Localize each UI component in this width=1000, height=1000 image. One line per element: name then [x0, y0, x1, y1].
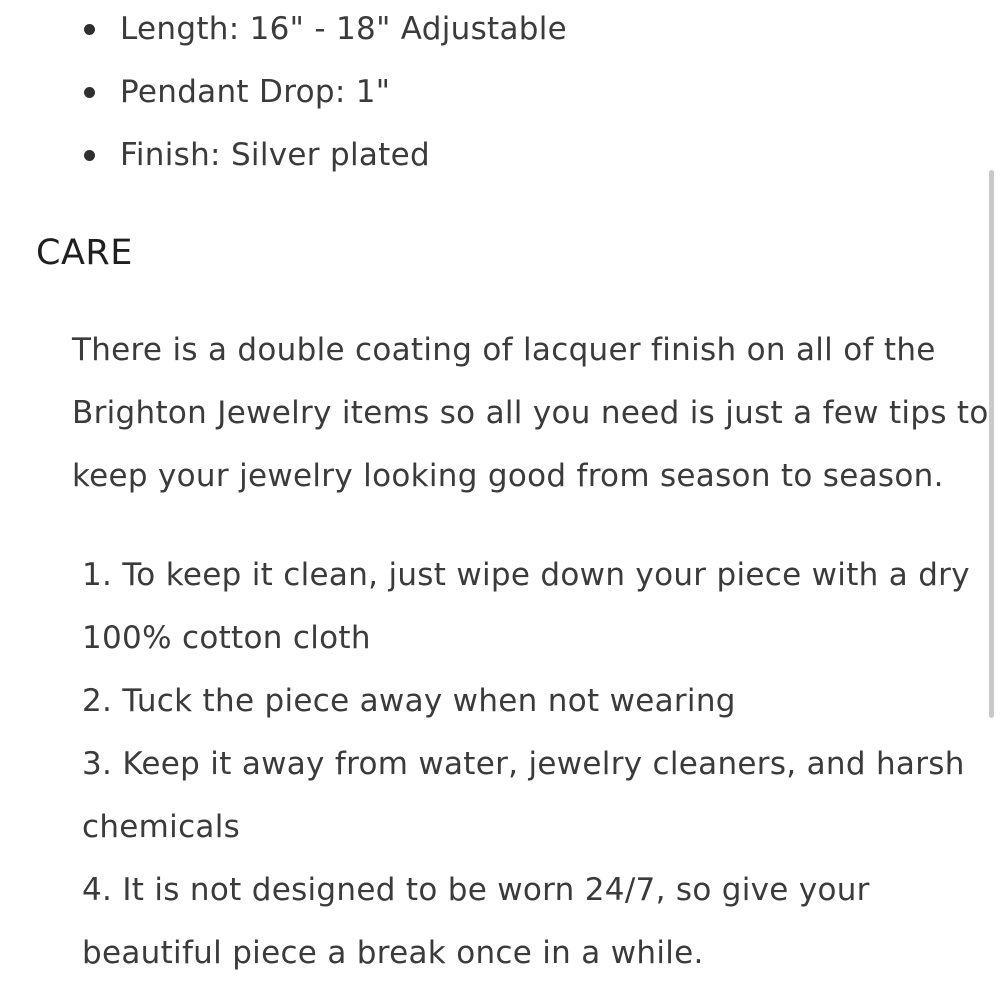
care-heading: CARE — [36, 233, 133, 273]
care-step-line: 3. Keep it away from water, jewelry cleaners, and harsh — [82, 746, 965, 782]
spec-item-text: Pendant Drop: 1" — [120, 74, 391, 110]
spec-item-text: Length: 16" - 18" Adjustable — [120, 11, 568, 47]
bullet-icon — [84, 24, 95, 35]
care-step-line: 2. Tuck the piece away when not wearing — [82, 683, 736, 719]
care-paragraph-line: Brighton Jewelry items so all you need is just a few tips to — [72, 395, 989, 431]
bullet-icon — [84, 150, 95, 161]
care-step-line: 4. It is not designed to be worn 24/7, so give your — [82, 872, 870, 908]
bullet-icon — [84, 87, 95, 98]
care-step-line: 100% cotton cloth — [82, 620, 371, 656]
spec-item-text: Finish: Silver plated — [120, 137, 430, 173]
care-step-line: beautiful piece a break once in a while. — [82, 935, 704, 971]
scrollbar[interactable] — [989, 170, 994, 718]
care-paragraph-line: keep your jewelry looking good from season to season. — [72, 458, 944, 494]
care-step-line: 1. To keep it clean, just wipe down your piece with a dry — [82, 557, 970, 593]
care-paragraph-line: There is a double coating of lacquer finish on all of the — [72, 332, 936, 368]
care-step-line: chemicals — [82, 809, 241, 845]
